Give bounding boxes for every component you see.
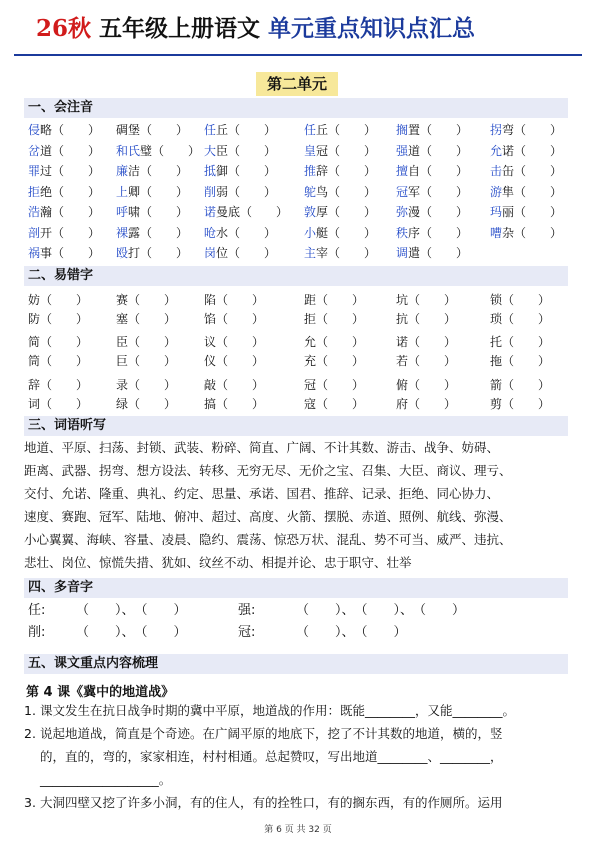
lesson-line: ___________________。	[40, 772, 172, 787]
pinyin-item: 廉洁（ ）	[116, 164, 189, 178]
confusable-item: 琐（ ）	[490, 312, 551, 326]
pinyin-item: 鸵鸟（ ）	[304, 184, 377, 199]
pinyin-row	[24, 203, 580, 221]
confusable-item: 简（ ）	[28, 335, 89, 349]
polyphone-guan-blanks: （ ）、 （ ）	[296, 625, 407, 640]
polyphone-xue-label: 削:	[28, 625, 46, 640]
pinyin-row	[24, 142, 580, 160]
confusable-item: 筒（ ）	[28, 354, 89, 368]
confusable-item: 妨（ ）	[28, 293, 89, 307]
pinyin-item: 裸露（ ）	[116, 225, 189, 240]
unit-title: 第二单元	[256, 72, 338, 96]
dictation-line: 交付、允诺、隆重、典礼、约定、思量、承诺、国君、推辞、记录、拒绝、同心协力、	[24, 486, 500, 501]
pinyin-item: 皇冠（ ）	[304, 143, 377, 158]
dictation-line: 小心翼翼、海峡、容量、凌晨、隐约、震荡、惊恐万状、混乱、势不可当、威严、违抗、	[24, 532, 512, 547]
lesson-title: 第 4 课《冀中的地道战》	[26, 685, 175, 700]
confusable-item: 馅（ ）	[204, 312, 265, 326]
pinyin-item: 玛丽（ ）	[490, 205, 563, 219]
pinyin-row	[24, 183, 580, 201]
confusable-item: 防（ ）	[28, 312, 89, 326]
confusable-item: 距（ ）	[304, 293, 365, 307]
polyphone-guan-label: 冠:	[238, 625, 256, 640]
pinyin-item: 游隼（ ）	[490, 184, 563, 199]
pinyin-item: 殴打（ ）	[116, 246, 189, 260]
confusable-row	[24, 376, 580, 394]
pinyin-row	[24, 121, 580, 139]
confusable-item: 抗（ ）	[396, 312, 457, 326]
title-highlight: 单元重点知识点汇总	[268, 16, 476, 42]
confusable-item: 充（ ）	[304, 354, 365, 368]
pinyin-item: 和氏璧（ ）	[116, 143, 201, 158]
confusable-item: 敲（ ）	[204, 378, 265, 392]
pinyin-item: 拐弯（ ）	[490, 123, 563, 137]
pinyin-item: 小艇（ ）	[304, 225, 377, 240]
polyphone-xue-blanks: （ ）、 （ ）	[76, 625, 187, 640]
dictation-line: 地道、平原、扫荡、封锁、武装、粉碎、简直、广阔、不计其数、游击、战争、妨碍、	[24, 440, 500, 455]
pinyin-item: 推辞（ ）	[304, 164, 377, 178]
confusable-item: 录（ ）	[116, 378, 177, 392]
confusable-item: 坑（ ）	[396, 293, 457, 307]
pinyin-item: 祸事（ ）	[28, 246, 101, 260]
section-dictation-heading: 三、词语听写	[24, 416, 568, 436]
document-header	[14, 2, 582, 62]
section-confusable-heading: 二、易错字	[24, 266, 568, 286]
pinyin-item: 搁置（ ）	[396, 123, 469, 137]
pinyin-item: 岗位（ ）	[204, 246, 277, 260]
pinyin-item: 罪过（ ）	[28, 164, 101, 178]
confusable-item: 冠（ ）	[304, 378, 365, 392]
confusable-item: 锁（ ）	[490, 293, 551, 307]
polyphone-ren-label: 任:	[28, 603, 46, 618]
pinyin-item: 擅自（ ）	[396, 164, 469, 178]
dictation-line: 距离、武器、拐弯、想方设法、转移、无穷无尽、无价之宝、召集、大臣、商议、理亏、	[24, 463, 512, 478]
section-pinyin-heading: 一、会注音	[24, 98, 568, 118]
pinyin-item: 强道（ ）	[396, 143, 469, 158]
pinyin-item: 大臣（ ）	[204, 143, 277, 158]
pinyin-item: 削弱（ ）	[204, 184, 277, 199]
pinyin-item: 拒绝（ ）	[28, 184, 101, 199]
polyphone-ren-blanks: （ ）、 （ ）	[76, 603, 187, 618]
pinyin-item: 嘈杂（ ）	[490, 225, 563, 240]
title-main: 五年级上册语文	[99, 16, 261, 42]
pinyin-item: 任丘（ ）	[204, 123, 277, 137]
confusable-item: 巨（ ）	[116, 354, 177, 368]
confusable-item: 搞（ ）	[204, 397, 265, 411]
polyphone-qiang-blanks: （ ）、 （ ）、 （ ）	[296, 603, 466, 618]
lesson-line: 3. 大洞四壁又挖了许多小洞，有的住人，有的拴牲口，有的搁东西，有的作厕所。运用	[24, 795, 503, 810]
header-underline	[14, 54, 582, 56]
confusable-item: 寇（ ）	[304, 397, 365, 411]
dictation-line: 悲壮、岗位、惊慌失措、犹如、纹丝不动、相提并论、忠于职守、壮举	[24, 555, 412, 570]
pinyin-item: 上卿（ ）	[116, 184, 189, 199]
confusable-item: 托（ ）	[490, 335, 551, 349]
confusable-item: 若（ ）	[396, 354, 457, 368]
pinyin-item: 侵略（ ）	[28, 123, 101, 137]
confusable-row	[24, 352, 580, 370]
pinyin-item: 允诺（ ）	[490, 143, 563, 158]
confusable-item: 赛（ ）	[116, 293, 177, 307]
lesson-line: 的，直的，弯的，家家相连，村村相通。总起赞叹，写出地道________、________，	[40, 749, 503, 764]
pinyin-item: 剖开（ ）	[28, 225, 101, 240]
lesson-line: 2. 说起地道战，简直是个奇迹。在广阔平原的地底下，挖了不计其数的地道，横的，竖	[24, 726, 503, 741]
confusable-item: 剪（ ）	[490, 397, 551, 411]
confusable-item: 臣（ ）	[116, 335, 177, 349]
pinyin-item: 岔道（ ）	[28, 143, 101, 158]
pinyin-item: 呼啸（ ）	[116, 205, 189, 219]
section-polyphone-heading: 四、多音字	[24, 578, 568, 598]
pinyin-item: 抵御（ ）	[204, 164, 277, 178]
pinyin-row	[24, 162, 580, 180]
confusable-row	[24, 291, 580, 309]
confusable-item: 拖（ ）	[490, 354, 551, 368]
confusable-row	[24, 333, 580, 351]
pinyin-item: 浩瀚（ ）	[28, 205, 101, 219]
pinyin-item: 任丘（ ）	[304, 123, 377, 137]
confusable-item: 议（ ）	[204, 335, 265, 349]
pinyin-item: 秩序（ ）	[396, 225, 469, 240]
confusable-item: 塞（ ）	[116, 312, 177, 326]
confusable-item: 陷（ ）	[204, 293, 265, 307]
pinyin-row	[24, 224, 580, 242]
dictation-line: 速度、赛跑、冠军、陆地、俯冲、超过、高度、火箭、摆脱、赤道、照例、航线、弥漫、	[24, 509, 512, 524]
pinyin-item: 呛水（ ）	[204, 225, 277, 240]
pinyin-item: 冠军（ ）	[396, 184, 469, 199]
pinyin-item: 主宰（ ）	[304, 246, 377, 260]
confusable-item: 拒（ ）	[304, 312, 365, 326]
lesson-line: 1. 课文发生在抗日战争时期的冀中平原，地道战的作用：既能________，又能________。	[24, 703, 516, 718]
pinyin-item: 诺曼底（ ）	[204, 205, 289, 219]
pinyin-item: 调遣（ ）	[396, 246, 469, 260]
title-year: 26秋	[36, 15, 92, 42]
confusable-item: 允（ ）	[304, 335, 365, 349]
polyphone-qiang-label: 强:	[238, 603, 256, 618]
confusable-item: 俯（ ）	[396, 378, 457, 392]
pinyin-item: 碉堡（ ）	[116, 123, 189, 137]
pinyin-row	[24, 244, 580, 262]
confusable-item: 辞（ ）	[28, 378, 89, 392]
pinyin-item: 弥漫（ ）	[396, 205, 469, 219]
confusable-item: 绿（ ）	[116, 397, 177, 411]
page-footer: 第 6 页 共 32 页	[264, 825, 332, 835]
pinyin-item: 击缶（ ）	[490, 164, 563, 178]
confusable-row	[24, 310, 580, 328]
confusable-item: 箭（ ）	[490, 378, 551, 392]
confusable-item: 诺（ ）	[396, 335, 457, 349]
pinyin-item: 敦厚（ ）	[304, 205, 377, 219]
confusable-item: 词（ ）	[28, 397, 89, 411]
section-lesson-heading: 五、课文重点内容梳理	[24, 654, 568, 674]
confusable-row	[24, 395, 580, 413]
confusable-item: 仪（ ）	[204, 354, 265, 368]
confusable-item: 府（ ）	[396, 397, 457, 411]
document-title	[36, 10, 475, 43]
